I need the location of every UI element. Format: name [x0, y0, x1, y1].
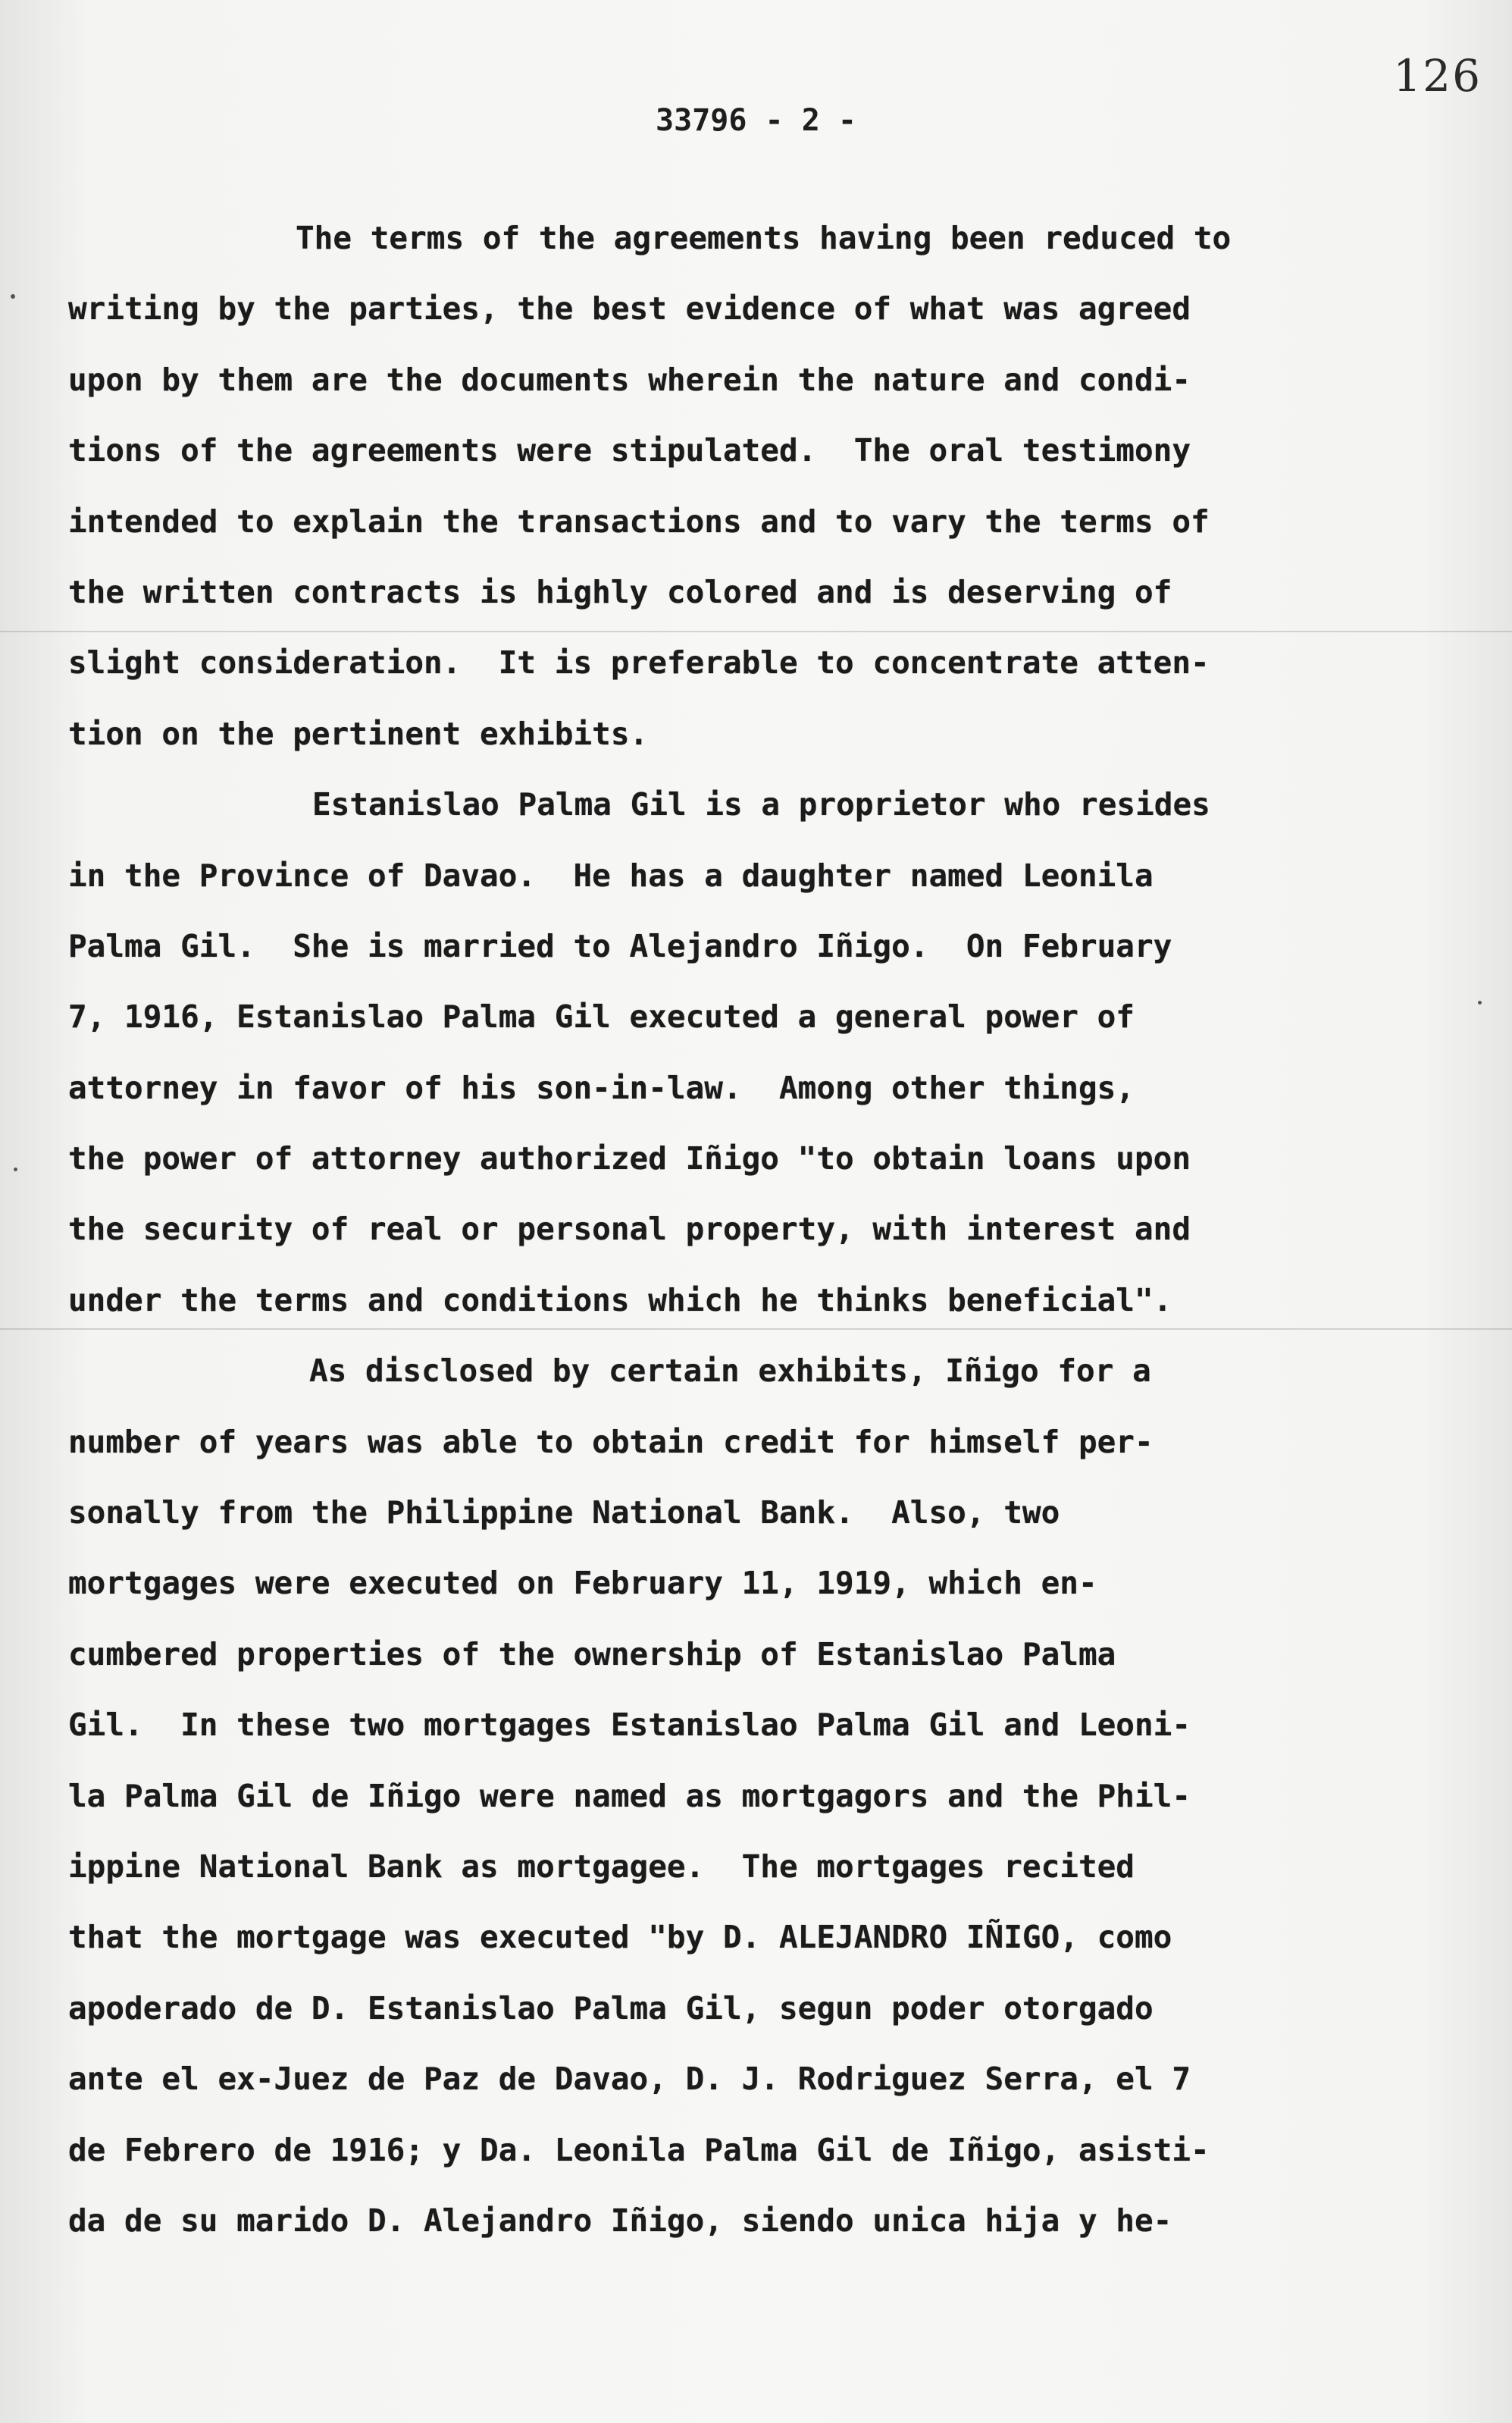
text-line: ippine National Bank as mortgagee. The mortgages recited	[68, 1848, 1135, 1885]
text-line: that the mortgage was executed "by D. ALEJANDRO IÑIGO, como	[68, 1919, 1172, 1956]
text-line: 7, 1916, Estanislao Palma Gil executed a general power of	[68, 998, 1135, 1036]
text-line: number of years was able to obtain credit for himself per-	[68, 1423, 1154, 1460]
text-line: Estanislao Palma Gil is a proprietor who resides	[312, 786, 1210, 823]
text-line: upon by them are the documents wherein the nature and condi-	[68, 361, 1191, 398]
text-line: attorney in favor of his son-in-law. Among other things,	[68, 1069, 1135, 1106]
paper-speck	[14, 1168, 17, 1171]
text-line: intended to explain the transactions and to vary the terms of	[68, 503, 1210, 540]
text-line: in the Province of Davao. He has a daughter named Leonila	[68, 857, 1154, 894]
text-line: As disclosed by certain exhibits, Iñigo for a	[309, 1353, 1151, 1390]
text-line: sonally from the Philippine National Bank. Also, two	[68, 1494, 1060, 1531]
text-line: apoderado de D. Estanislao Palma Gil, segun poder otorgado	[68, 1989, 1154, 2026]
text-line: Palma Gil. She is married to Alejandro Iñigo. On February	[68, 927, 1172, 964]
text-line: writing by the parties, the best evidence of what was agreed	[68, 290, 1191, 328]
text-line: the written contracts is highly colored and is deserving of	[68, 573, 1172, 610]
paper-speck	[1478, 1001, 1482, 1005]
text-line: the security of real or personal property, with interest and	[68, 1211, 1191, 1248]
page-header: 33796 - 2 -	[656, 103, 856, 138]
text-line: The terms of the agreements having been reduced to	[296, 220, 1232, 256]
text-line: la Palma Gil de Iñigo were named as mortgagors and the Phil-	[68, 1777, 1191, 1814]
text-line: slight consideration. It is preferable to concentrate atten-	[68, 644, 1210, 682]
text-line: under the terms and conditions which he thinks beneficial".	[68, 1281, 1172, 1318]
text-line: mortgages were executed on February 11, 1919, which en-	[68, 1565, 1097, 1602]
text-line: Gil. In these two mortgages Estanislao Palma Gil and Leoni-	[68, 1707, 1191, 1744]
paper-speck	[11, 294, 15, 299]
text-line: the power of attorney authorized Iñigo "to obtain loans upon	[68, 1140, 1191, 1177]
text-line: da de su marido D. Alejandro Iñigo, siendo unica hija y he-	[68, 2202, 1172, 2239]
text-line: de Febrero de 1916; y Da. Leonila Palma Gil de Iñigo, asisti-	[68, 2131, 1210, 2168]
page-number-corner: 126	[1393, 50, 1482, 102]
text-line: tions of the agreements were stipulated. The oral testimony	[68, 432, 1191, 469]
text-line: tion on the pertinent exhibits.	[68, 715, 649, 752]
body-text	[68, 203, 1402, 2256]
text-line: cumbered properties of the ownership of Estanislao Palma	[68, 1635, 1116, 1672]
text-line: ante el ex-Juez de Paz de Davao, D. J. Rodriguez Serra, el 7	[68, 2061, 1191, 2098]
